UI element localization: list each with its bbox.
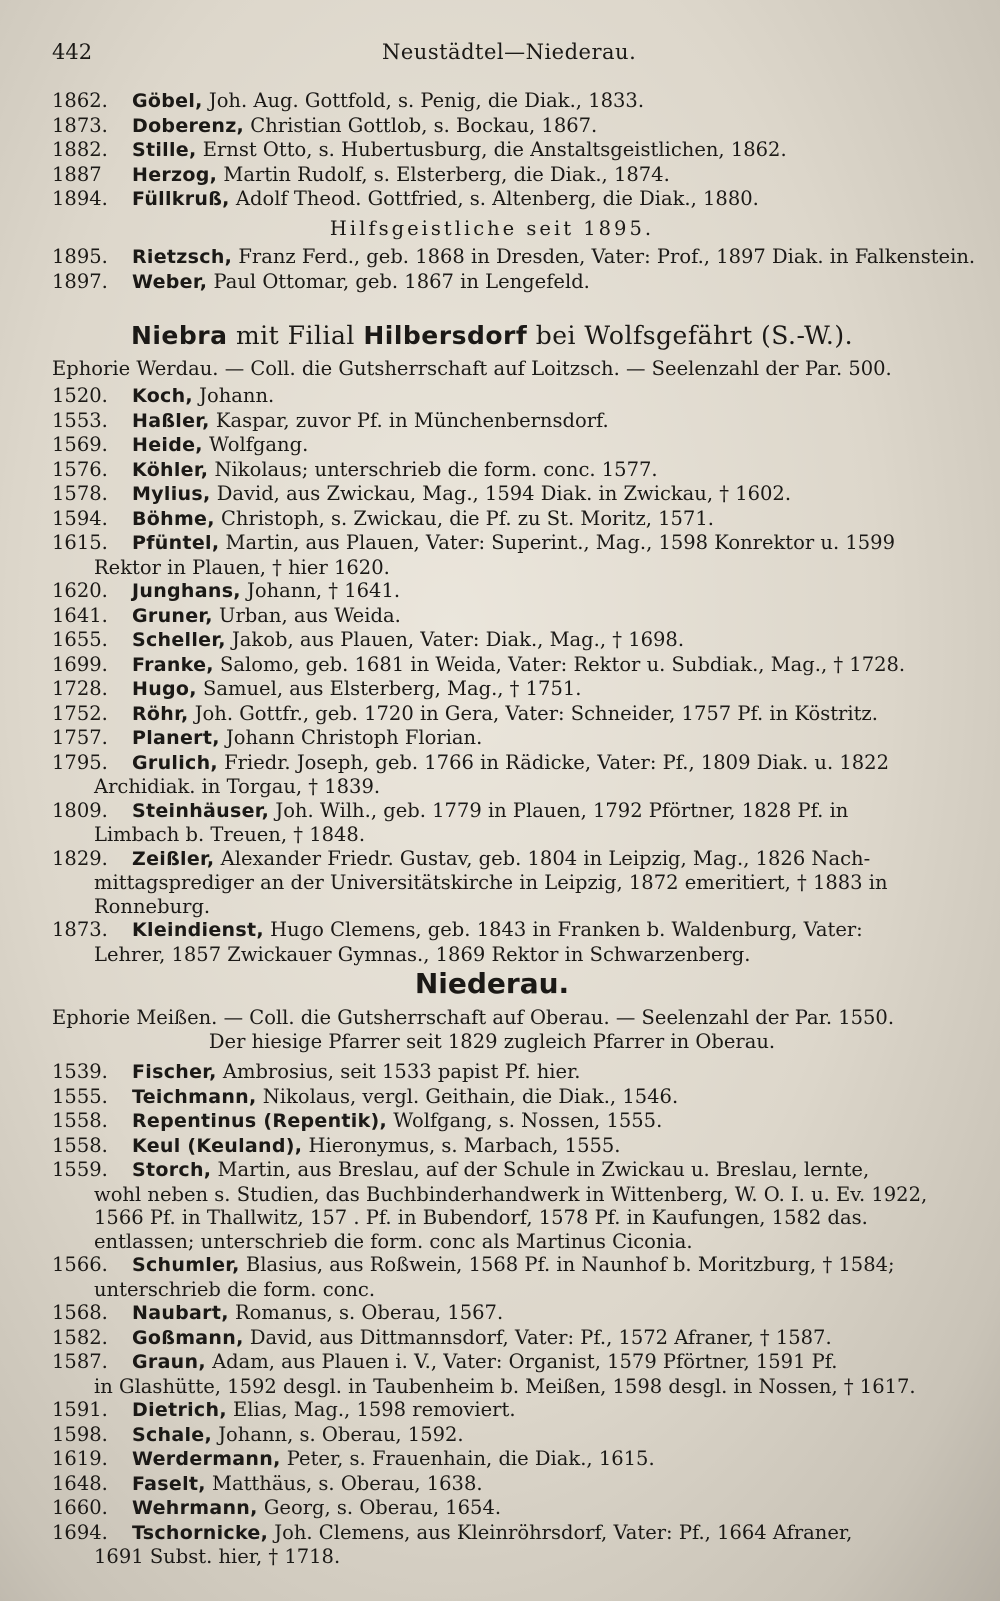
niebra-title-post: bei Wolfsgefährt (S.-W.). (535, 321, 854, 350)
entry-year: 1699. (52, 652, 108, 676)
entry-continuation: Limbach b. Treuen, † 1848. (94, 823, 366, 846)
entry-name: Stille, (132, 139, 197, 161)
entry-text: Elias, Mag., 1598 removiert. (233, 1398, 516, 1421)
entry-year: 1555. (52, 1084, 108, 1108)
entry-text: Joh. Gottfr., geb. 1720 in Gera, Vater: Schneider, 1757 Pf. in Köstritz. (194, 701, 878, 725)
entry-year: 1873. (52, 113, 108, 137)
list-item (52, 799, 932, 847)
entry-name: Fischer, (132, 1061, 217, 1083)
entry-name: Gruner, (132, 604, 213, 627)
entry-name: Goßmann, (132, 1326, 244, 1349)
entry-text: David, aus Zwickau, Mag., 1594 Diak. in Zwickau, † 1602. (216, 482, 792, 505)
entry-year: 1862. (52, 89, 108, 112)
entry-name: Naubart, (132, 1302, 229, 1324)
entry-year: 1619. (52, 1447, 108, 1470)
entry-text: Adolf Theod. Gottfried, s. Altenberg, die Diak., 1880. (235, 187, 759, 210)
list-item (52, 531, 932, 579)
entry-name: Steinhäuser, (132, 799, 270, 822)
entry-text: Joh. Wilh., geb. 1779 in Plauen, 1792 Pförtner, 1828 Pf. in (275, 798, 849, 822)
entry-year: 1558. (52, 1109, 108, 1132)
entry-text: Franz Ferd., geb. 1868 in Dresden, Vater: Prof., 1897 Diak. in Falkenstein. (238, 245, 976, 268)
entry-name: Schumler, (132, 1254, 240, 1276)
entry-year: 1569. (52, 433, 108, 456)
list-item (52, 653, 932, 678)
list-item (52, 1109, 932, 1134)
entry-name: Tschornicke, (132, 1521, 269, 1544)
entry-text: Wolfgang. (209, 433, 309, 456)
entry-text: Kaspar, zuvor Pf. in Münchenbernsdorf. (215, 408, 609, 432)
entry-year: 1829. (52, 846, 108, 870)
entry-continuation: unterschrieb die form. conc. (94, 1277, 376, 1301)
entry-continuation: Archidiak. in Torgau, † 1839. (94, 775, 381, 798)
entry-text: Ernst Otto, s. Hubertusburg, die Anstaltsgeistlichen, 1862. (202, 138, 787, 161)
list-item (52, 1326, 932, 1351)
entry-year: 1615. (52, 531, 108, 554)
entry-text: Samuel, aus Elsterberg, Mag., † 1751. (203, 677, 582, 700)
list-item (52, 114, 932, 139)
entry-name: Junghans, (132, 580, 241, 602)
entry-text: Hieronymus, s. Marbach, 1555. (308, 1133, 621, 1157)
entry-year: 1566. (52, 1253, 108, 1276)
entry-text: Georg, s. Oberau, 1654. (263, 1496, 502, 1519)
entry-text: Ambrosius, seit 1533 papist Pf. hier. (222, 1060, 581, 1083)
entry-year: 1809. (52, 798, 108, 822)
entry-year: 1591. (52, 1398, 108, 1421)
entry-year: 1752. (52, 701, 108, 725)
list-item (52, 1060, 932, 1085)
entry-year: 1648. (52, 1471, 108, 1495)
entry-name: Zeißler, (132, 847, 215, 870)
entry-name: Storch, (132, 1159, 212, 1181)
entry-text: David, aus Dittmannsdorf, Vater: Pf., 1572 Afraner, † 1587. (249, 1325, 832, 1349)
entry-year: 1578. (52, 482, 108, 505)
entry-name: Göbel, (132, 90, 203, 112)
list-item (52, 384, 932, 409)
entry-year: 1873. (52, 918, 108, 941)
list-item (52, 604, 932, 629)
page-header (52, 40, 940, 70)
entry-name: Teichmann, (132, 1085, 257, 1108)
entry-text: Joh. Clemens, aus Kleinröhrsdorf, Vater: Pf., 1664 Afraner, (274, 1520, 853, 1544)
entry-name: Böhme, (132, 507, 215, 530)
niebra-title-filial: Hilbersdorf (363, 321, 528, 350)
list-item (52, 1301, 932, 1326)
list-item (52, 1472, 932, 1497)
entry-text: Joh. Aug. Gottfold, s. Penig, die Diak., 1833. (208, 89, 645, 112)
entry-name: Weber, (132, 270, 208, 293)
list-item (52, 409, 932, 434)
entry-name: Haßler, (132, 409, 210, 432)
entry-text: Peter, s. Frauenhain, die Diak., 1615. (286, 1447, 655, 1470)
entry-year: 1594. (52, 506, 108, 530)
entry-name: Grulich, (132, 751, 218, 774)
entry-name: Doberenz, (132, 114, 245, 137)
entry-year: 1520. (52, 384, 108, 407)
entry-text: Alexander Friedr. Gustav, geb. 1804 in Leipzig, Mag., 1826 Nach- (220, 846, 871, 870)
running-title: Neustädtel—Niederau. (382, 40, 637, 64)
entry-continuation: entlassen; unterschrieb die form. conc als Martinus Ciconia. (94, 1229, 693, 1253)
niebra-title (52, 320, 932, 352)
entry-year: 1660. (52, 1496, 108, 1519)
entry-name: Werdermann, (132, 1448, 281, 1470)
list-item (52, 187, 932, 212)
entry-year: 1795. (52, 750, 108, 774)
list-item (52, 918, 932, 966)
entry-name: Heide, (132, 434, 203, 456)
entry-name: Dietrich, (132, 1399, 227, 1421)
entry-continuation: wohl neben s. Studien, das Buchbinderhandwerk in Wittenberg, W. O. I. u. Ev. 1922, (94, 1182, 928, 1206)
niebra-list (52, 384, 932, 966)
list-item (52, 1158, 932, 1253)
entry-text: Martin, aus Breslau, auf der Schule in Zwickau u. Breslau, lernte, (217, 1158, 870, 1181)
niebra-title-name: Niebra (130, 321, 228, 350)
entry-name: Franke, (132, 653, 214, 676)
entry-continuation: 1691 Subst. hier, † 1718. (94, 1545, 341, 1568)
entry-text: Johann Christoph Florian. (225, 726, 483, 749)
entry-name: Kleindienst, (132, 919, 264, 941)
entry-name: Faselt, (132, 1472, 206, 1495)
entry-text: Nikolaus, vergl. Geithain, die Diak., 1546. (262, 1084, 679, 1108)
list-item (52, 702, 932, 727)
list-item (52, 579, 932, 604)
entry-text: Christoph, s. Zwickau, die Pf. zu St. Moritz, 1571. (220, 506, 714, 530)
entry-continuation: Rektor in Plauen, † hier 1620. (94, 555, 390, 579)
entry-continuation: Lehrer, 1857 Zwickauer Gymnas., 1869 Rektor in Schwarzenberg. (94, 942, 751, 966)
entry-name: Füllkruß, (132, 188, 230, 210)
entry-name: Keul (Keuland), (132, 1134, 303, 1157)
entry-name: Scheller, (132, 629, 226, 651)
entry-text: Matthäus, s. Oberau, 1638. (212, 1471, 483, 1495)
entry-text: Nikolaus; unterschrieb die form. conc. 1577. (214, 457, 658, 481)
entry-text: Jakob, aus Plauen, Vater: Diak., Mag., † 1698. (231, 628, 685, 651)
list-item (52, 628, 932, 653)
list-item (52, 751, 932, 799)
entry-name: Wehrmann, (132, 1497, 258, 1519)
entry-text: Johann, † 1641. (247, 579, 401, 602)
entry-text: Paul Ottomar, geb. 1867 in Lengefeld. (213, 269, 590, 293)
entry-year: 1757. (52, 726, 108, 749)
entry-year: 1576. (52, 457, 108, 481)
list-item (52, 1253, 932, 1301)
list-item (52, 1134, 932, 1159)
list-item (52, 1496, 932, 1521)
list-item (52, 245, 976, 270)
list-item (52, 138, 932, 163)
entry-text: Johann. (199, 384, 275, 407)
entry-name: Schale, (132, 1423, 213, 1446)
list-item (52, 1447, 932, 1472)
entry-year: 1539. (52, 1060, 108, 1083)
neustaedtel-list (52, 89, 932, 212)
niederau-meta-2: Der hiesige Pfarrer seit 1829 zugleich Pfarrer in Oberau. (208, 1030, 776, 1053)
list-item (52, 847, 932, 919)
entry-text: Salomo, geb. 1681 in Weida, Vater: Rektor u. Subdiak., Mag., † 1728. (220, 652, 906, 676)
niebra-meta: Ephorie Werdau. — Coll. die Gutsherrschaft auf Loitzsch. — Seelenzahl der Par. 500. (52, 357, 892, 380)
entry-text: Johann, s. Oberau, 1592. (218, 1422, 464, 1446)
list-item (52, 726, 932, 751)
entry-name: Röhr, (132, 702, 189, 725)
entry-year: 1897. (52, 269, 108, 293)
entry-year: 1694. (52, 1520, 108, 1544)
list-item (52, 677, 932, 702)
list-item (52, 1350, 932, 1398)
entry-year: 1882. (52, 138, 108, 161)
entry-continuation: 1566 Pf. in Thallwitz, 157 . Pf. in Bubendorf, 1578 Pf. in Kaufungen, 1582 das. (94, 1206, 868, 1229)
entry-year: 1598. (52, 1422, 108, 1446)
entry-year: 1641. (52, 603, 108, 627)
entry-name: Repentinus (Repentik), (132, 1110, 388, 1132)
entry-year: 1587. (52, 1350, 108, 1373)
entry-text: Urban, aus Weida. (219, 603, 401, 627)
entry-text: Wolfgang, s. Nossen, 1555. (393, 1109, 663, 1132)
entry-name: Pfüntel, (132, 532, 220, 554)
entry-year: 1895. (52, 245, 108, 268)
niebra-title-mid: mit Filial (235, 321, 355, 350)
entry-name: Graun, (132, 1351, 206, 1373)
entry-year: 1553. (52, 408, 108, 432)
list-item (52, 270, 932, 295)
list-item (52, 458, 932, 483)
entry-year: 1655. (52, 628, 108, 651)
entry-continuation: in Glashütte, 1592 desgl. in Taubenheim b. Meißen, 1598 desgl. in Nossen, † 1617. (94, 1374, 916, 1398)
list-item (52, 433, 932, 458)
entry-continuation: Ronneburg. (94, 894, 211, 918)
entry-year: 1887 (52, 162, 102, 186)
entry-year: 1620. (52, 579, 108, 602)
niederau-title: Niederau. (414, 967, 570, 1000)
list-item (52, 507, 932, 532)
entry-text: Romanus, s. Oberau, 1567. (234, 1301, 504, 1324)
niederau-list (52, 1060, 932, 1569)
list-item (52, 1085, 932, 1110)
entry-name: Köhler, (132, 458, 209, 481)
entry-year: 1559. (52, 1158, 108, 1181)
entry-text: Martin Rudolf, s. Elsterberg, die Diak., 1874. (223, 162, 670, 186)
entry-year: 1728. (52, 677, 108, 700)
list-item (52, 1423, 932, 1448)
entry-year: 1568. (52, 1301, 108, 1324)
list-item (52, 1398, 932, 1423)
entry-text: Hugo Clemens, geb. 1843 in Franken b. Waldenburg, Vater: (270, 918, 863, 941)
entry-text: Adam, aus Plauen i. V., Vater: Organist, 1579 Pförtner, 1591 Pf. (212, 1350, 838, 1373)
entry-name: Rietzsch, (132, 246, 233, 268)
entry-year: 1582. (52, 1325, 108, 1349)
entry-text: Christian Gottlob, s. Bockau, 1867. (250, 113, 598, 137)
list-item (52, 89, 932, 114)
list-item (52, 482, 932, 507)
entry-text: Martin, aus Plauen, Vater: Superint., Mag., 1598 Konrektor u. 1599 (225, 531, 895, 554)
entry-name: Mylius, (132, 483, 211, 505)
entry-year: 1558. (52, 1133, 108, 1157)
page-number: 442 (52, 40, 93, 64)
hilfsgeistliche-list (52, 245, 976, 294)
list-item (52, 163, 932, 188)
entry-name: Planert, (132, 727, 220, 749)
hilfsgeistliche-heading: Hilfsgeistliche seit 1895. (329, 217, 655, 240)
entry-name: Hugo, (132, 678, 197, 700)
entry-continuation: mittagsprediger an der Universitätskirche in Leipzig, 1872 emeritiert, † 1883 in (94, 871, 888, 894)
list-item (52, 1521, 932, 1569)
entry-year: 1894. (52, 187, 108, 210)
entry-text: Blasius, aus Roßwein, 1568 Pf. in Naunhof b. Moritzburg, † 1584; (245, 1253, 895, 1276)
entry-name: Herzog, (132, 163, 218, 186)
niederau-meta-1: Ephorie Meißen. — Coll. die Gutsherrschaft auf Oberau. — Seelenzahl der Par. 1550. (52, 1006, 895, 1029)
entry-name: Koch, (132, 385, 193, 407)
entry-text: Friedr. Joseph, geb. 1766 in Rädicke, Vater: Pf., 1809 Diak. u. 1822 (224, 750, 889, 774)
